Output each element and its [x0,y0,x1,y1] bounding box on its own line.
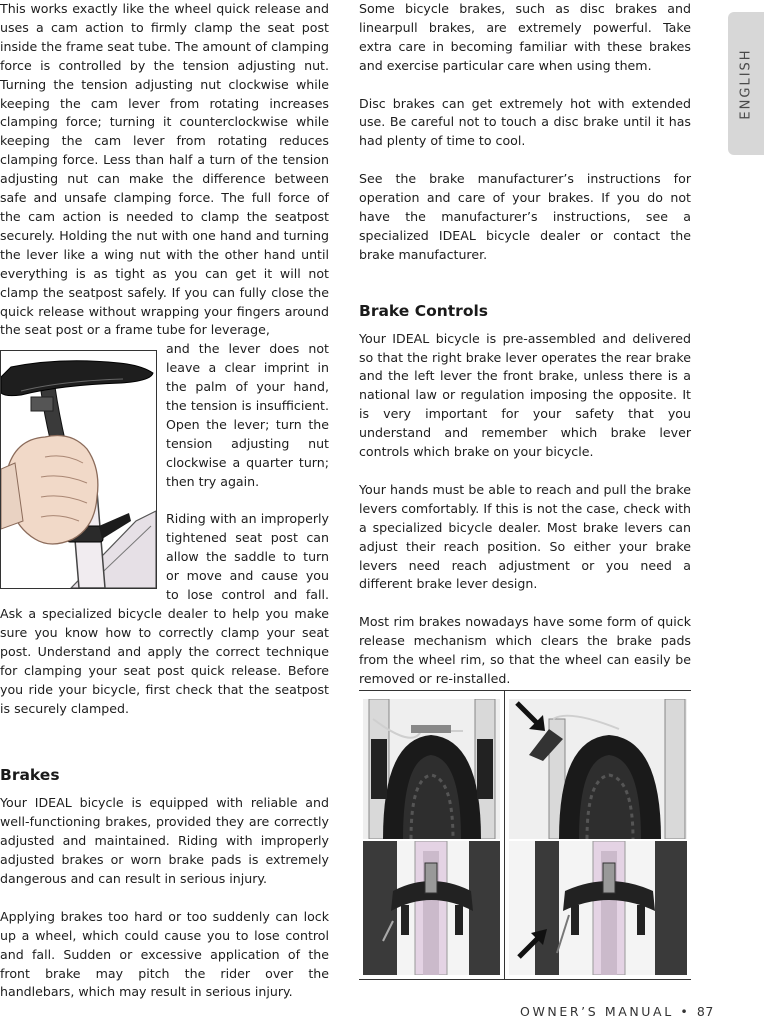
brakes-paragraph-2: Applying brakes too hard or too suddenly can lock up a wheel, which could cause you to lose control and fall. Sudden or excessive application of the front brake may pitch the rider over the handlebars, which may result in serious injury. [0,908,329,1000]
grid-divider [504,691,505,979]
brake-controls-paragraph-3: Most rim brakes nowadays have some form of quick release mechanism which clears the brake pads from the wheel rim, so that the wheel can easily be removed or re-installed. [359,614,691,686]
powerful-brakes-paragraph: Some bicycle brakes, such as disc brakes and linearpull brakes, are extremely powerful. Take extra care in becoming familiar with these brakes and exercise particular care when using them. [359,1,691,73]
page-footer [520,1004,714,1019]
v-brake-closed-photo [363,699,500,839]
caliper-brake-released-photo [509,841,687,975]
right-column [359,0,691,689]
brake-controls-heading: Brake Controls [359,301,489,320]
disc-brakes-paragraph: Disc brakes can get extremely hot with extended use. Be careful not to touch a disc brake until it has had plenty of time to cool. [359,95,691,149]
seatpost-paragraph-1: This works exactly like the wheel quick release and uses a cam action to firmly clamp the seat post inside the frame seat tube. The amount of clamping force is controlled by the tension adjusting nut. Turning the tension adjusting nut clockwise while keeping the cam lever from rotating increases clamping force; turning it counterclockwise while keeping the cam lever from rotating reduces clamping force. Less than half a turn of the tension adjusting nut can make the difference between safe and unsafe clamping force. The full force of the cam action is needed to clamp the seatpost securely. Holding the nut with one hand and turning the lever like a wing nut with the other hand until everything is as tight as you can get it will not clamp the seatpost safely. If you can fully close the quick release without wrapping your fingers around the seat post or a frame tube for leverage, [0,1,329,338]
brake-controls-paragraph-2: Your hands must be able to reach and pull the brake levers comfortably. If this is not the case, check with a specialized bicycle dealer. Most brake levers can adjust their reach position. So either your brake levers need reach adjustment or you need a different brake lever design. [359,481,691,592]
v-brake-released-photo [509,699,687,839]
brake-release-photo-grid [359,690,691,980]
language-tab-label: ENGLISH [738,47,754,120]
page-number: 87 [696,1004,714,1019]
footer-bullet: • [680,1004,691,1019]
seatpost-clamp-photo [0,350,157,589]
arrow-icon [515,701,551,737]
seatpost-paragraph-2: and the lever does not leave a clear imprint in the palm of your hand, the tension is insufficient. Open the lever; turn the tension adjusting nut clockwise a quarter turn; then try again. [166,341,329,489]
arrow-icon [515,925,551,961]
manufacturer-instructions-paragraph: See the brake manufacturer’s instructions for operation and care of your brakes. If you do not have the manufacturer’s instructions, see a specialized IDEAL bicycle dealer or contact the brake manufacturer. [359,171,691,262]
brakes-heading: Brakes [0,766,60,785]
seatpost-paragraph-3: Riding with an improperly tightened seat post can allow the saddle to turn or move and cause you to lose control and fall. Ask a specialized bicycle dealer to help you make sure you know how to correctly clamp your seat post. Understand and apply the correct technique for clamping your seat post quick release. Before you ride your bicycle, first check that the seatpost is securely clamped. [0,511,329,716]
manual-label: OWNER’S MANUAL [520,1004,674,1019]
brake-controls-paragraph-1: Your IDEAL bicycle is pre-assembled and delivered so that the right brake lever operates the rear brake and the left lever the front brake, unless there is a national law or regulation imposing the opposite. It is very important for your safety that you understand and remember which brake lever controls which brake on your bicycle. [359,330,691,460]
brakes-paragraph-1: Your IDEAL bicycle is equipped with reliable and well-functioning brakes, provided they are correctly adjusted and maintained. Riding with improperly adjusted brakes or worn brake pads is extremely dangerous and can result in serious injury. [0,795,329,887]
left-column [0,0,329,1021]
language-tab [728,12,764,155]
caliper-brake-closed-photo [363,841,500,975]
